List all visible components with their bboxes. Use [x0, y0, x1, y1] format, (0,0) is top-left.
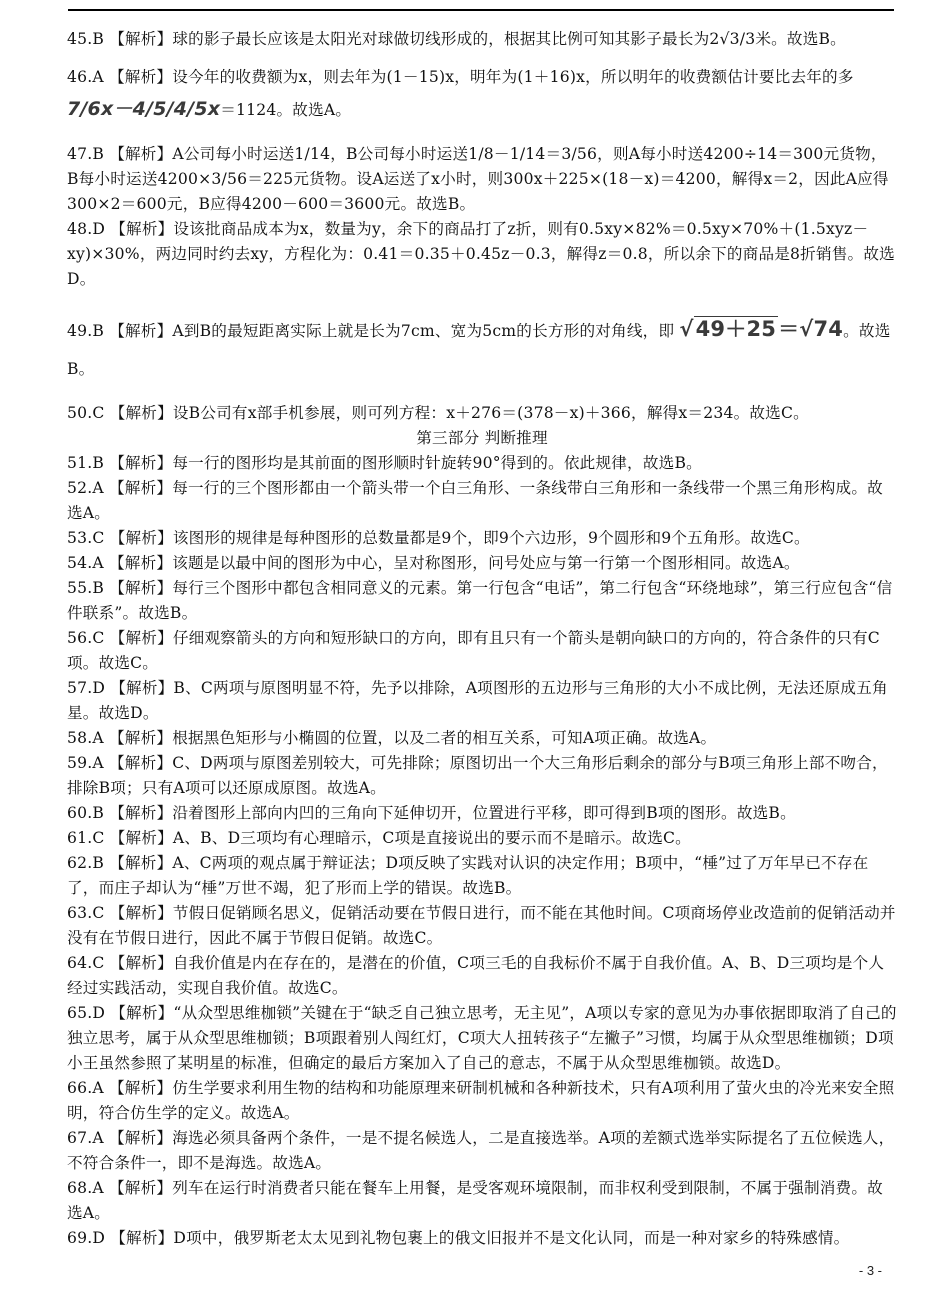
answer-49-sqrt-inner: 49＋25 [695, 317, 777, 341]
answer-68: 68.A 【解析】列车在运行时消费者只能在餐车上用餐，是受客观环境限制，而非权利受到限制，不属于强制消费。故选A。 [67, 1179, 883, 1222]
answer-53: 53.C 【解析】该图形的规律是每种图形的总数量都是9个，即9个六边形，9个圆形和9个五角形。故选C。 [67, 529, 810, 547]
header-rule [68, 9, 894, 11]
answer-49-result: ＝√74 [778, 317, 844, 341]
answer-49 [67, 310, 897, 388]
answer-47: 47.B 【解析】A公司每小时运送1/14，B公司每小时运送1/8－1/14＝3/56，则A每小时送4200÷14＝300元货物，B每小时运送4200×3/56＝225元货物。设A运送了x小时，则300x＋225×(18－x)＝4200，解得x＝2，因此A应得300×2＝600元，B应得4200－600＝3600元。故选B。 [67, 145, 889, 213]
answer-46-line2 [67, 90, 897, 129]
answer-49-sqrt: √49＋25＝√74 [679, 317, 844, 341]
answer-61: 61.C 【解析】A、B、D三项均有心理暗示，C项是直接说出的要示而不是暗示。故选C。 [67, 829, 691, 847]
answer-56: 56.C 【解析】仔细观察箭头的方向和短形缺口的方向，即有且只有一个箭头是朝向缺口的方向的，符合条件的只有C项。故选C。 [67, 629, 880, 672]
answer-46-line1: 46.A 【解析】设今年的收费额为x，则去年为(1－15)x，明年为(1＋16)x，所以明年的收费额估计要比去年的多 [67, 68, 854, 86]
answer-49-tail: 。故选B。 [67, 322, 891, 378]
answer-46-formula: 7/6x－4/5/4/5x [67, 98, 221, 120]
answer-69: 69.D 【解析】D项中，俄罗斯老太太见到礼物包裹上的俄文旧报并不是文化认同，而是一种对家乡的特殊感情。 [67, 1229, 850, 1247]
answer-54: 54.A 【解析】该题是以最中间的图形为中心，呈对称图形，问号处应与第一行第一个图形相同。故选A。 [67, 554, 800, 572]
document-body [67, 27, 897, 1251]
answer-52: 52.A 【解析】每一行的三个图形都由一个箭头带一个白三角形、一条线带白三角形和一条线带一个黑三角形构成。故选A。 [67, 479, 883, 522]
page-number: - 3 - [858, 1263, 882, 1278]
answer-46-tail: ＝1124。故选A。 [220, 101, 352, 119]
answer-64: 64.C 【解析】自我价值是内在存在的，是潜在的价值，C项三毛的自我标价不属于自我价值。A、B、D三项均是个人经过实践活动，实现自我价值。故选C。 [67, 954, 885, 997]
answer-66: 66.A 【解析】仿生学要求利用生物的结构和功能原理来研制机械和各种新技术，只有A项利用了萤火虫的冷光来安全照明，符合仿生学的定义。故选A。 [67, 1079, 895, 1122]
answer-58: 58.A 【解析】根据黑色矩形与小椭圆的位置，以及二者的相互关系，可知A项正确。故选A。 [67, 729, 717, 747]
answer-49-head: 49.B 【解析】A到B的最短距离实际上就是长为7cm、宽为5cm的长方形的对角线，即 [67, 322, 675, 340]
answer-48: 48.D 【解析】设该批商品成本为x，数量为y，余下的商品打了z折，则有0.5xy×82%＝0.5xy×70%＋(1.5xyz－xy)×30%，两边同时约去xy，方程化为：0.41＝0.35＋0.45z－0.3，解得z＝0.8，所以余下的商品是8折销售。故选D。 [67, 220, 895, 288]
answer-67: 67.A 【解析】海选必须具备两个条件，一是不提名候选人，二是直接选举。A项的差额式选举实际提名了五位候选人，不符合条件一，即不是海选。故选A。 [67, 1129, 895, 1172]
section-title: 第三部分 判断推理 [416, 429, 548, 447]
answer-45: 45.B 【解析】球的影子最长应该是太阳光对球做切线形成的，根据其比例可知其影子最长为2√3/3米。故选B。 [67, 30, 846, 48]
answer-65: 65.D 【解析】“从众型思维枷锁”关键在于“缺乏自己独立思考，无主见”，A项以专家的意见为办事依据即取消了自己的独立思考，属于从众型思维枷锁；B项跟着别人闯红灯，C项大人扭转孩子“左撇子”习惯，均属于从众型思维枷锁；D项小王虽然参照了某明星的标准，但确定的最后方案加入了自己的意志，不属于从众型思维枷锁。故选D。 [67, 1004, 897, 1072]
answer-59: 59.A 【解析】C、D两项与原图差别较大，可先排除；原图切出一个大三角形后剩余的部分与B项三角形上部不吻合，排除B项；只有A项可以还原成原图。故选A。 [67, 754, 888, 797]
answer-63: 63.C 【解析】节假日促销顾名思义，促销活动要在节假日进行，而不能在其他时间。C项商场停业改造前的促销活动并没有在节假日进行，因此不属于节假日促销。故选C。 [67, 904, 896, 947]
answer-60: 60.B 【解析】沿着图形上部向内凹的三角向下延伸切开，位置进行平移，即可得到B项的图形。故选B。 [67, 804, 796, 822]
answer-50: 50.C 【解析】设B公司有x部手机参展，则可列方程：x＋276＝(378－x)＋366，解得x＝234。故选C。 [67, 404, 809, 422]
answer-51: 51.B 【解析】每一行的图形均是其前面的图形顺时针旋转90°得到的。依此规律，故选B。 [67, 454, 702, 472]
answer-62: 62.B 【解析】A、C两项的观点属于辩证法；D项反映了实践对认识的决定作用；B项中，“棰”过了万年早已不存在了，而庄子却认为“棰”万世不竭，犯了形而上学的错误。故选B。 [67, 854, 869, 897]
answer-55: 55.B 【解析】每行三个图形中都包含相同意义的元素。第一行包含“电话”，第二行包含“环绕地球”，第三行应包含“信件联系”。故选B。 [67, 579, 893, 622]
answer-57: 57.D 【解析】B、C两项与原图明显不符，先予以排除，A项图形的五边形与三角形的大小不成比例，无法还原成五角星。故选D。 [67, 679, 888, 722]
